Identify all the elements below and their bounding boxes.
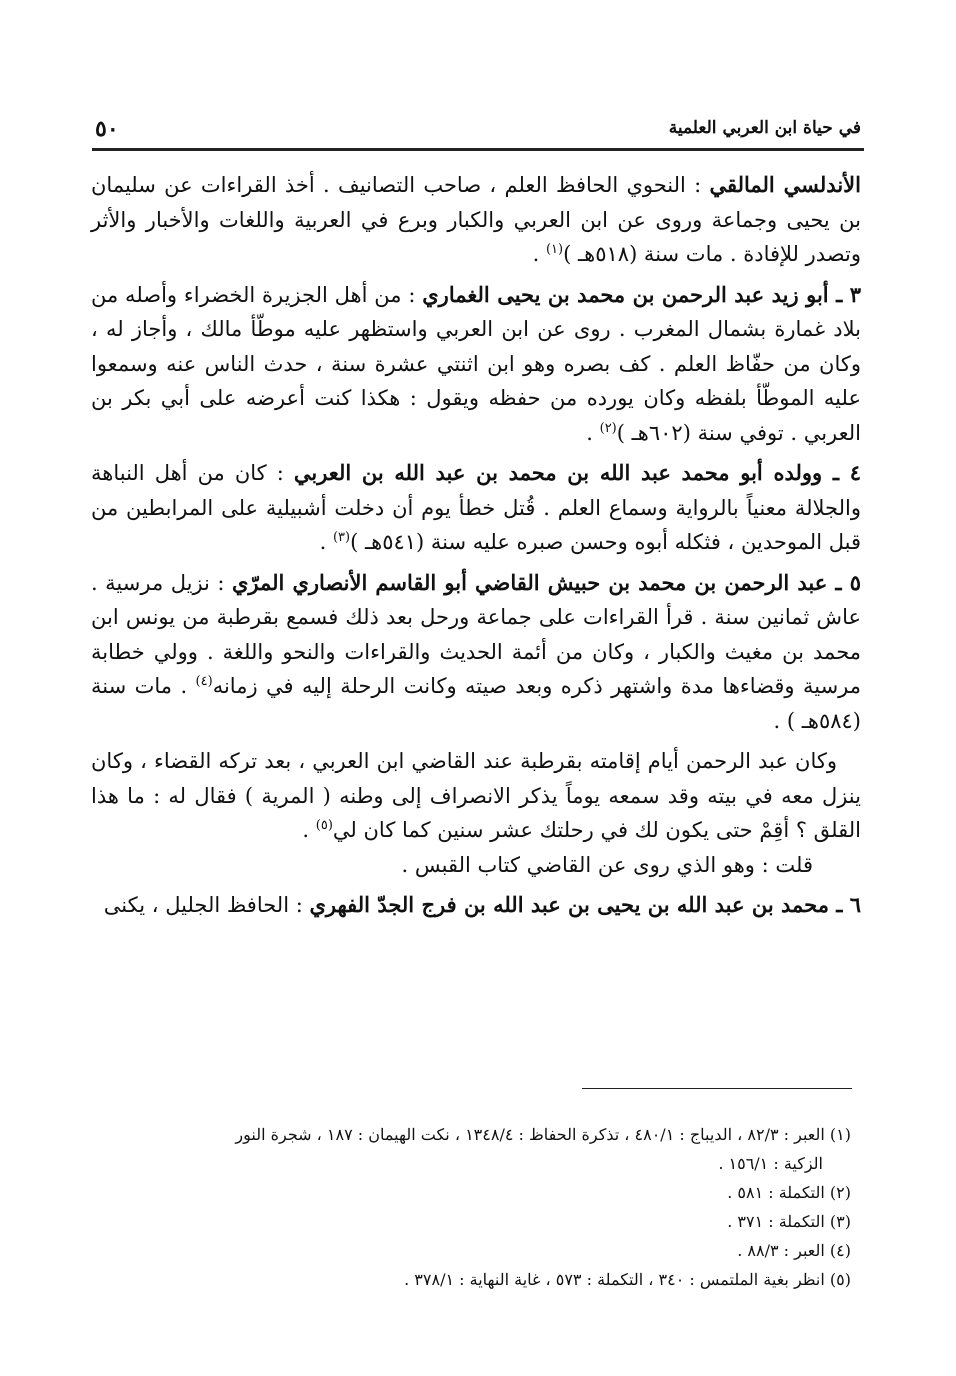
footnote-text: (١) العبر : ٨٢/٣ ، الديباج : ٤٨٠/١ ، تذكرة الحفاظ : ١٣٤٨/٤ ، نكت الهيمان : ١٨٧ ، شجرة النور	[235, 1125, 851, 1144]
entry-4	[91, 456, 861, 560]
paragraph-note	[91, 848, 861, 883]
entry-number: ٦ ـ	[836, 892, 861, 917]
footnote-continuation: الزكية : ١٥٦/١ .	[718, 1154, 823, 1173]
paragraph-text: قلت : وهو الذي روى عن القاضي كتاب القبس .	[401, 852, 813, 877]
footnote-ref: (٤)	[195, 674, 213, 689]
paragraph-text: : الحافظ الجليل ، يكنى	[103, 893, 310, 917]
person-name: وولده أبو محمد عبد الله بن محمد بن عبد الله بن العربي	[293, 460, 833, 485]
paragraph-text: : من أهل الجزيرة الخضراء وأصله من بلاد غمارة بشمال المغرب . روى عن ابن العربي واستظهر عليه موطّأ مالك ، وأجاز له ، وكان من حفّاظ العلم . كف بصره وهو ابن اثنتي عشرة سنة ، حدث الناس عنه وسمعوا عليه الموطّأ بلفظه وكان يورده من حفظه ويقول : هكذا كنت أعرضه على أبي بكر بن العربي . توفي سنة (٦٠٢هـ )	[91, 282, 861, 445]
entry-number: ٥ ـ	[835, 569, 861, 595]
running-header-title: في حياة ابن العربي العلمية	[668, 118, 861, 138]
entry-number: ٤ ـ	[832, 460, 861, 485]
header-rule	[92, 148, 864, 151]
entry-3	[91, 278, 861, 451]
person-name: أبو زيد عبد الرحمن بن محمد بن يحيى الغماري	[422, 281, 837, 307]
footnote-2: (٢) التكملة : ٥٨١ .	[727, 1183, 851, 1202]
paragraph-text: : النحوي الحافظ العلم ، صاحب التصانيف . أخذ القراءات عن سليمان بن يحيى وجماعة وروى عن ابن العربي والكبار وبرع في العربية واللغات والأخبار والأثر وتصدر للإفادة . مات سنة (٥١٨هـ )	[91, 173, 862, 266]
footnote-rule	[582, 1088, 852, 1089]
page-number: ٥٠	[95, 116, 119, 142]
footnote-ref: (١)	[545, 242, 564, 257]
paragraph-text: : كان من أهل النباهة والجلالة معنياً بالرواية وسماع العلم . قُتل خطأ يوم أن دخلت أشبيلية على المرابطين من قبل الموحدين ، فثكله أبوه وحسن صبره عليه سنة (٥٤١هـ )	[91, 461, 861, 554]
paragraph-text: : نزيل مرسية . عاش ثمانين سنة . قرأ القراءات على جماعة ورحل بعد ذلك فسمع بقرطبة من يونس ابن محمد بن مغيث والكبار ، وكان من أئمة الحديث والقراءات والنحو واللغة . وولي خطابة مرسية وقضاءها مدة واشتهر ذكره وبعد صيته وكانت الرحلة إليه في زمانه	[91, 570, 861, 698]
paragraph-text: وكان عبد الرحمن أيام إقامته بقرطبة عند القاضي ابن العربي ، بعد تركه القضاء ، وكان ينزل معه في بيته وقد سمعه يوماً يذكر الانصراف إلى وطنه ( المرية ) فقال له : ما هذا القلق ؟ أقِمْ حتى يكون لك في رحلتك عشر سنين كما كان لي	[91, 749, 861, 842]
paragraph-end: . مات سنة (٥٨٤هـ ) .	[91, 674, 861, 733]
entry-6	[91, 888, 861, 923]
footnote-4: (٤) العبر : ٨٨/٣ .	[737, 1241, 851, 1260]
person-name: عبد الرحمن بن محمد بن حبيش القاضي أبو القاسم الأنصاري المرّي	[231, 569, 836, 595]
footnote-3: (٣) التكملة : ٣٧١ .	[727, 1212, 851, 1231]
person-name: محمد بن عبد الله بن يحيى بن عبد الله بن فرج الجدّ الفهري	[309, 892, 837, 917]
footnote-1	[91, 1120, 851, 1178]
footnote-5: (٥) انظر بغية الملتمس : ٣٤٠ ، التكملة : ٥٧٣ ، غاية النهاية : ٣٧٨/١ .	[404, 1270, 851, 1289]
footnotes	[91, 1120, 851, 1294]
paragraph-end: .	[586, 420, 600, 445]
paragraph-continuation	[91, 168, 861, 272]
paragraph-end: .	[319, 530, 333, 554]
person-name: الأندلسي المالقي	[709, 172, 861, 197]
footnote-ref: (٣)	[332, 530, 351, 545]
entry-5	[91, 566, 861, 739]
footnote-ref: (٢)	[599, 420, 617, 436]
paragraph-anecdote	[91, 744, 861, 848]
paragraph-end: .	[302, 818, 316, 842]
paragraph-end: .	[532, 242, 546, 266]
main-text	[91, 168, 861, 923]
entry-number: ٣ ـ	[836, 281, 861, 307]
footnote-ref: (٥)	[315, 818, 333, 833]
